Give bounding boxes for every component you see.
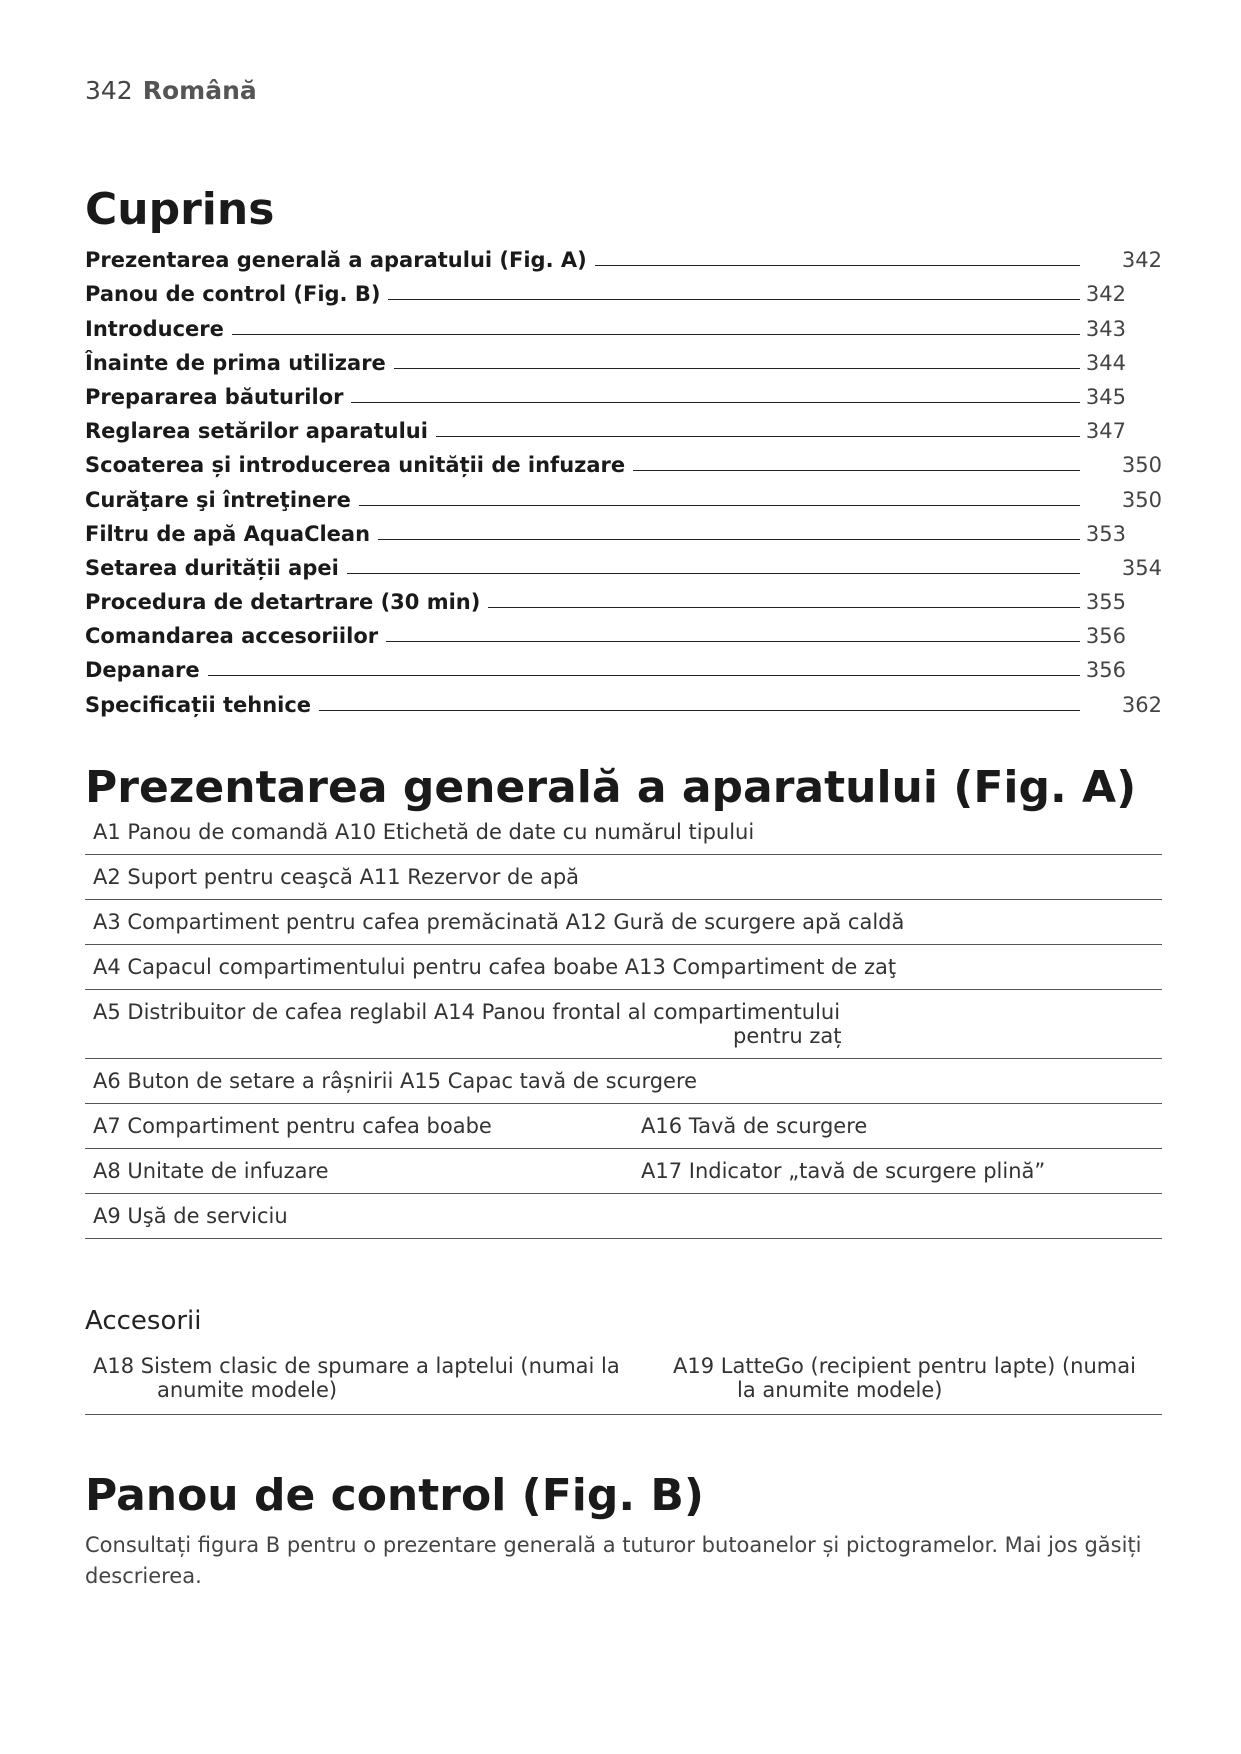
toc-leader	[488, 606, 1080, 608]
parts-row	[85, 1194, 1162, 1239]
toc-entry[interactable]	[85, 238, 1162, 272]
accessory-text-continued: la anumite modele)	[737, 1378, 943, 1402]
toc-entry-label: Introducere	[85, 316, 224, 341]
toc-entry-label: Setarea durității apei	[85, 555, 339, 580]
toc-entry[interactable]	[85, 306, 1162, 340]
accessory-text-continued: anumite modele)	[157, 1378, 338, 1402]
toc-leader	[388, 298, 1080, 300]
toc-leader	[595, 264, 1080, 266]
toc-entry-page: 343	[1085, 316, 1126, 341]
toc-entry-page: 354	[1121, 555, 1162, 580]
toc-entry-page: 356	[1085, 658, 1126, 683]
toc-leader	[378, 538, 1080, 540]
parts-row	[85, 1104, 1162, 1149]
toc-entry-label: Depanare	[85, 658, 200, 683]
toc-entry-label: Curăţare şi întreţinere	[85, 487, 351, 512]
parts-item: A17 Indicator „tavă de scurgere plină”	[641, 1159, 1046, 1183]
toc-entry-page: 350	[1121, 487, 1162, 512]
toc-entry-label: Comandarea accesoriilor	[85, 624, 379, 649]
overview-title: Prezentarea generală a aparatului (Fig. A)	[85, 762, 1137, 813]
toc-entry[interactable]	[85, 512, 1162, 546]
control-panel-intro: Consultați figura B pentru o prezentare generală a tuturor butoanelor și pictogramelor. Mai jos găsiți descrierea.	[85, 1533, 1142, 1588]
toc-entry-page: 355	[1085, 590, 1126, 615]
parts-item: A8 Unitate de infuzare	[93, 1159, 329, 1183]
toc-leader	[386, 640, 1080, 642]
toc-title: Cuprins	[85, 184, 275, 235]
accessories-row	[85, 1354, 1162, 1415]
parts-item	[641, 1204, 1154, 1228]
toc-entry[interactable]	[85, 580, 1162, 614]
toc-leader	[208, 674, 1080, 676]
toc-entry-page: 345	[1085, 384, 1126, 409]
toc-entry-label: Prezentarea generală a aparatului (Fig. A)	[85, 248, 587, 273]
table-of-contents	[85, 238, 1162, 717]
toc-leader	[394, 367, 1080, 369]
parts-list	[85, 820, 1162, 1239]
toc-entry[interactable]	[85, 648, 1162, 682]
toc-entry[interactable]	[85, 614, 1162, 648]
toc-leader	[436, 435, 1080, 437]
toc-entry[interactable]	[85, 272, 1162, 306]
toc-entry-label: Specificații tehnice	[85, 692, 312, 717]
toc-leader	[347, 572, 1080, 574]
toc-entry-page: 362	[1121, 692, 1162, 717]
toc-leader	[351, 401, 1080, 403]
parts-row	[85, 990, 1162, 1059]
toc-entry-page: 347	[1085, 419, 1126, 444]
toc-entry[interactable]	[85, 546, 1162, 580]
toc-leader	[319, 709, 1080, 711]
parts-item: A9 Uşă de serviciu	[93, 1204, 288, 1228]
accessories-title: Accesorii	[85, 1306, 202, 1336]
toc-entry-label: Procedura de detartrare (30 min)	[85, 590, 481, 615]
page-number: 342	[85, 76, 133, 105]
accessory-text: A19 LatteGo (recipient pentru lapte) (numai	[673, 1354, 1136, 1378]
toc-entry[interactable]	[85, 341, 1162, 375]
parts-row-text: A5 Distribuitor de cafea reglabil A14 Panou frontal al compartimentului	[93, 1000, 841, 1024]
parts-row: A6 Buton de setare a râșnirii A15 Capac tavă de scurgere	[85, 1059, 1162, 1104]
accessory-item	[93, 1354, 673, 1402]
toc-entry-label: Înainte de prima utilizare	[85, 350, 386, 375]
toc-entry-page: 350	[1121, 453, 1162, 478]
toc-entry[interactable]	[85, 682, 1162, 716]
toc-entry[interactable]	[85, 375, 1162, 409]
toc-entry[interactable]	[85, 409, 1162, 443]
language-label: Română	[142, 76, 257, 105]
toc-leader	[232, 333, 1080, 335]
parts-item: A16 Tavă de scurgere	[641, 1114, 868, 1138]
parts-row: A1 Panou de comandă A10 Etichetă de date cu numărul tipului	[85, 820, 1162, 855]
parts-row	[85, 1149, 1162, 1194]
toc-entry-label: Filtru de apă AquaClean	[85, 521, 371, 546]
toc-entry-page: 353	[1085, 521, 1126, 546]
page-header	[85, 76, 257, 105]
parts-row-continuation: pentru zaț	[733, 1024, 842, 1048]
parts-row: A4 Capacul compartimentului pentru cafea boabe A13 Compartiment de zaţ	[85, 945, 1162, 990]
accessory-text: A18 Sistem clasic de spumare a laptelui (numai la	[93, 1354, 620, 1378]
toc-entry[interactable]	[85, 443, 1162, 477]
parts-row: A3 Compartiment pentru cafea premăcinată A12 Gură de scurgere apă caldă	[85, 900, 1162, 945]
parts-row: A2 Suport pentru ceaşcă A11 Rezervor de apă	[85, 855, 1162, 900]
parts-item: A7 Compartiment pentru cafea boabe	[93, 1114, 492, 1138]
toc-leader	[633, 469, 1080, 471]
toc-entry[interactable]	[85, 477, 1162, 511]
toc-entry-label: Prepararea băuturilor	[85, 384, 344, 409]
accessory-item	[673, 1354, 1154, 1402]
toc-entry-page: 356	[1085, 624, 1126, 649]
toc-entry-label: Reglarea setărilor aparatului	[85, 419, 428, 444]
toc-entry-page: 342	[1085, 282, 1126, 307]
toc-entry-page: 342	[1121, 248, 1162, 273]
toc-entry-page: 344	[1085, 350, 1126, 375]
toc-entry-label: Scoaterea și introducerea unității de infuzare	[85, 453, 626, 478]
control-panel-title: Panou de control (Fig. B)	[85, 1470, 705, 1521]
toc-leader	[359, 504, 1080, 506]
toc-entry-label: Panou de control (Fig. B)	[85, 282, 381, 307]
